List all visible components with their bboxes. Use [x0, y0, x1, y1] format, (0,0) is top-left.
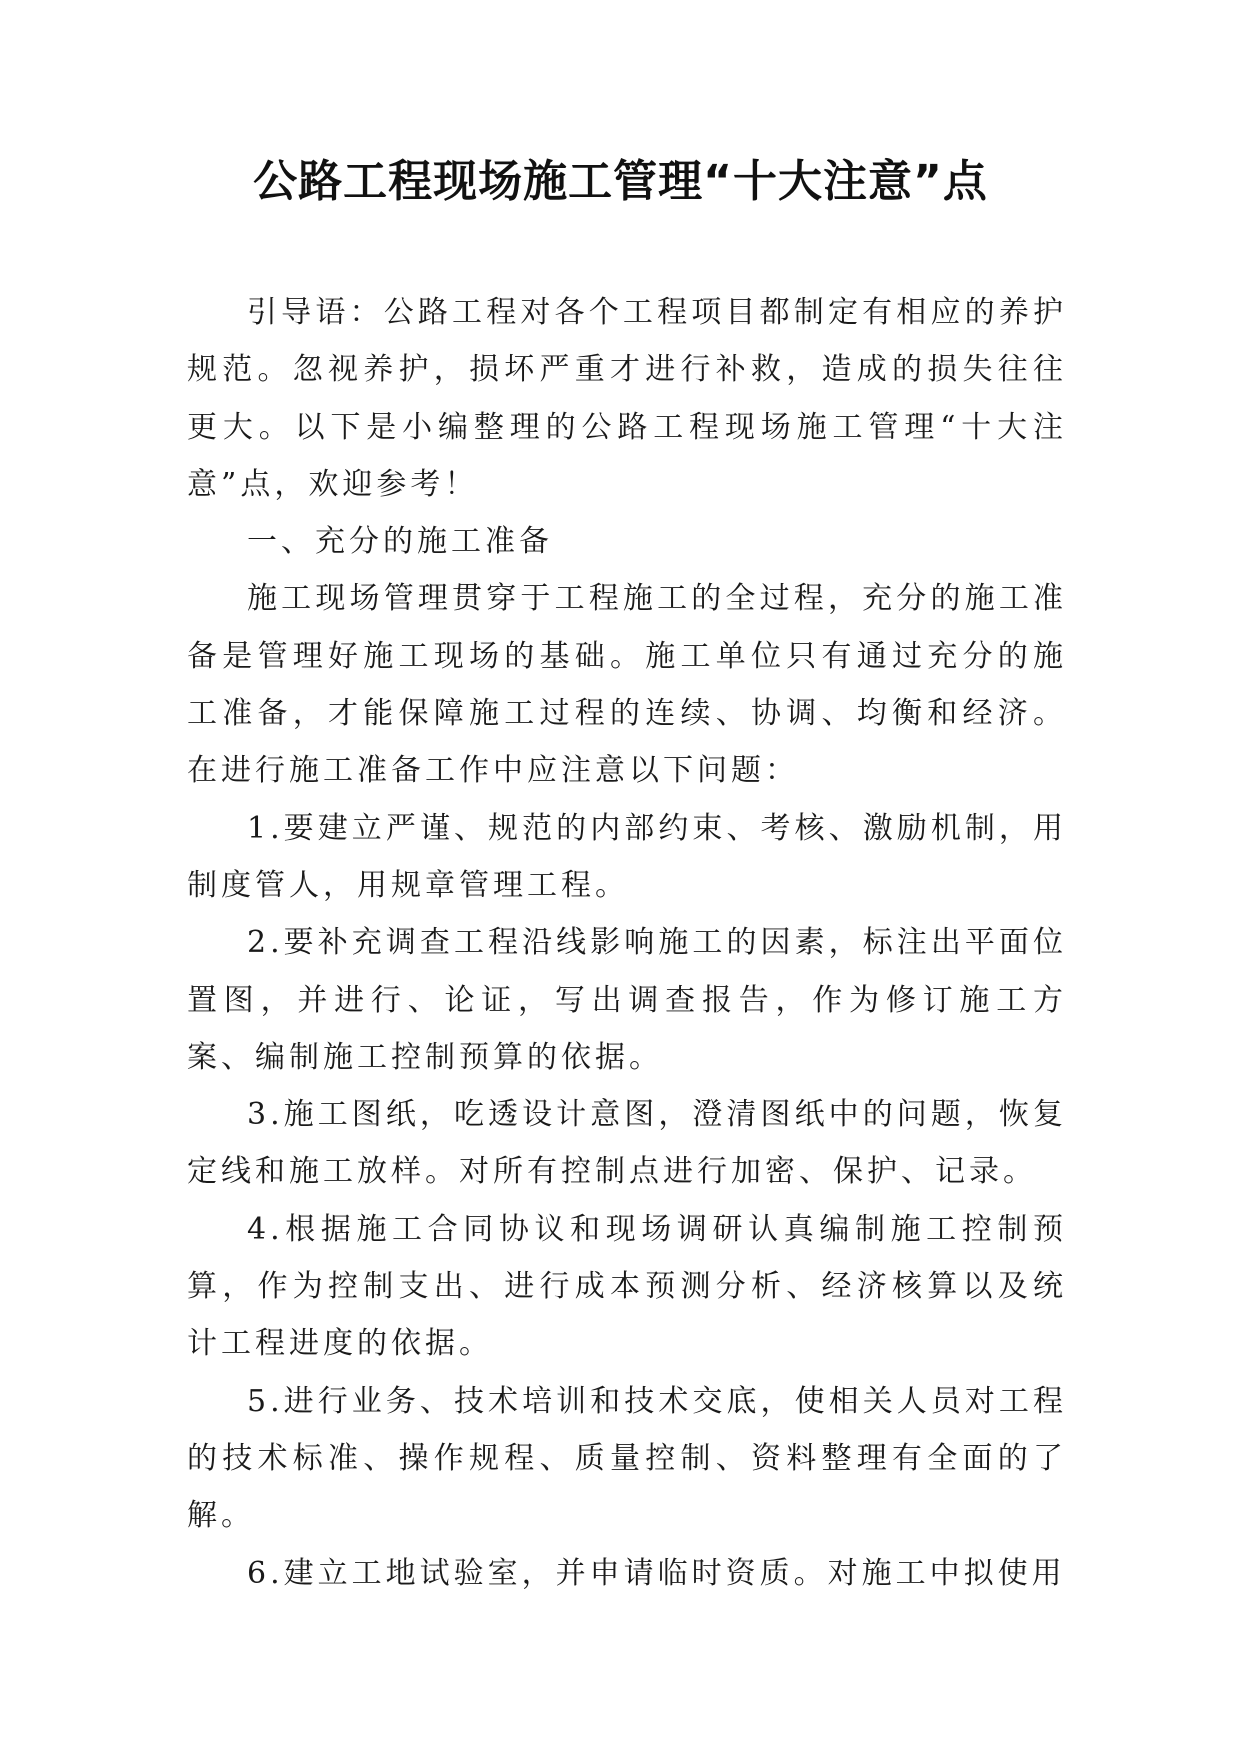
list-item-4: 4.根据施工合同协议和现场调研认真编制施工控制预算，作为控制支出、进行成本预测分析、经济核算以及统计工程进度的依据。 [187, 1211, 1067, 1362]
document-body [187, 284, 1067, 1602]
document-title: 公路工程现场施工管理“十大注意”点 [253, 156, 988, 207]
list-item-2: 2.要补充调查工程沿线影响施工的因素，标注出平面位置图，并进行、论证，写出调查报告，作为修订施工方案、编制施工控制预算的依据。 [187, 925, 1067, 1075]
list-item-6: 6.建立工地试验室，并申请临时资质。对施工中拟使用 [247, 1555, 1066, 1591]
list-item-1: 1.要建立严谨、规范的内部约束、考核、激励机制，用制度管人，用规章管理工程。 [187, 810, 1067, 903]
body-paragraph: 施工现场管理贯穿于工程施工的全过程，充分的施工准备是管理好施工现场的基础。施工单位只有通过充分的施工准备，才能保障施工过程的连续、协调、均衡和经济。在进行施工准备工作中应注意以下问题： [187, 581, 1067, 789]
section-heading: 一、充分的施工准备 [247, 524, 553, 560]
list-item-3: 3.施工图纸，吃透设计意图，澄清图纸中的问题，恢复定线和施工放样。对所有控制点进行加密、保护、记录。 [187, 1097, 1067, 1190]
list-item-5: 5.进行业务、技术培训和技术交底，使相关人员对工程的技术标准、操作规程、质量控制、资料整理有全面的了解。 [187, 1383, 1067, 1534]
intro-paragraph: 引导语：公路工程对各个工程项目都制定有相应的养护规范。忽视养护，损坏严重才进行补救，造成的损失往往更大。以下是小编整理的公路工程现场施工管理“十大注意”点，欢迎参考！ [187, 295, 1067, 502]
